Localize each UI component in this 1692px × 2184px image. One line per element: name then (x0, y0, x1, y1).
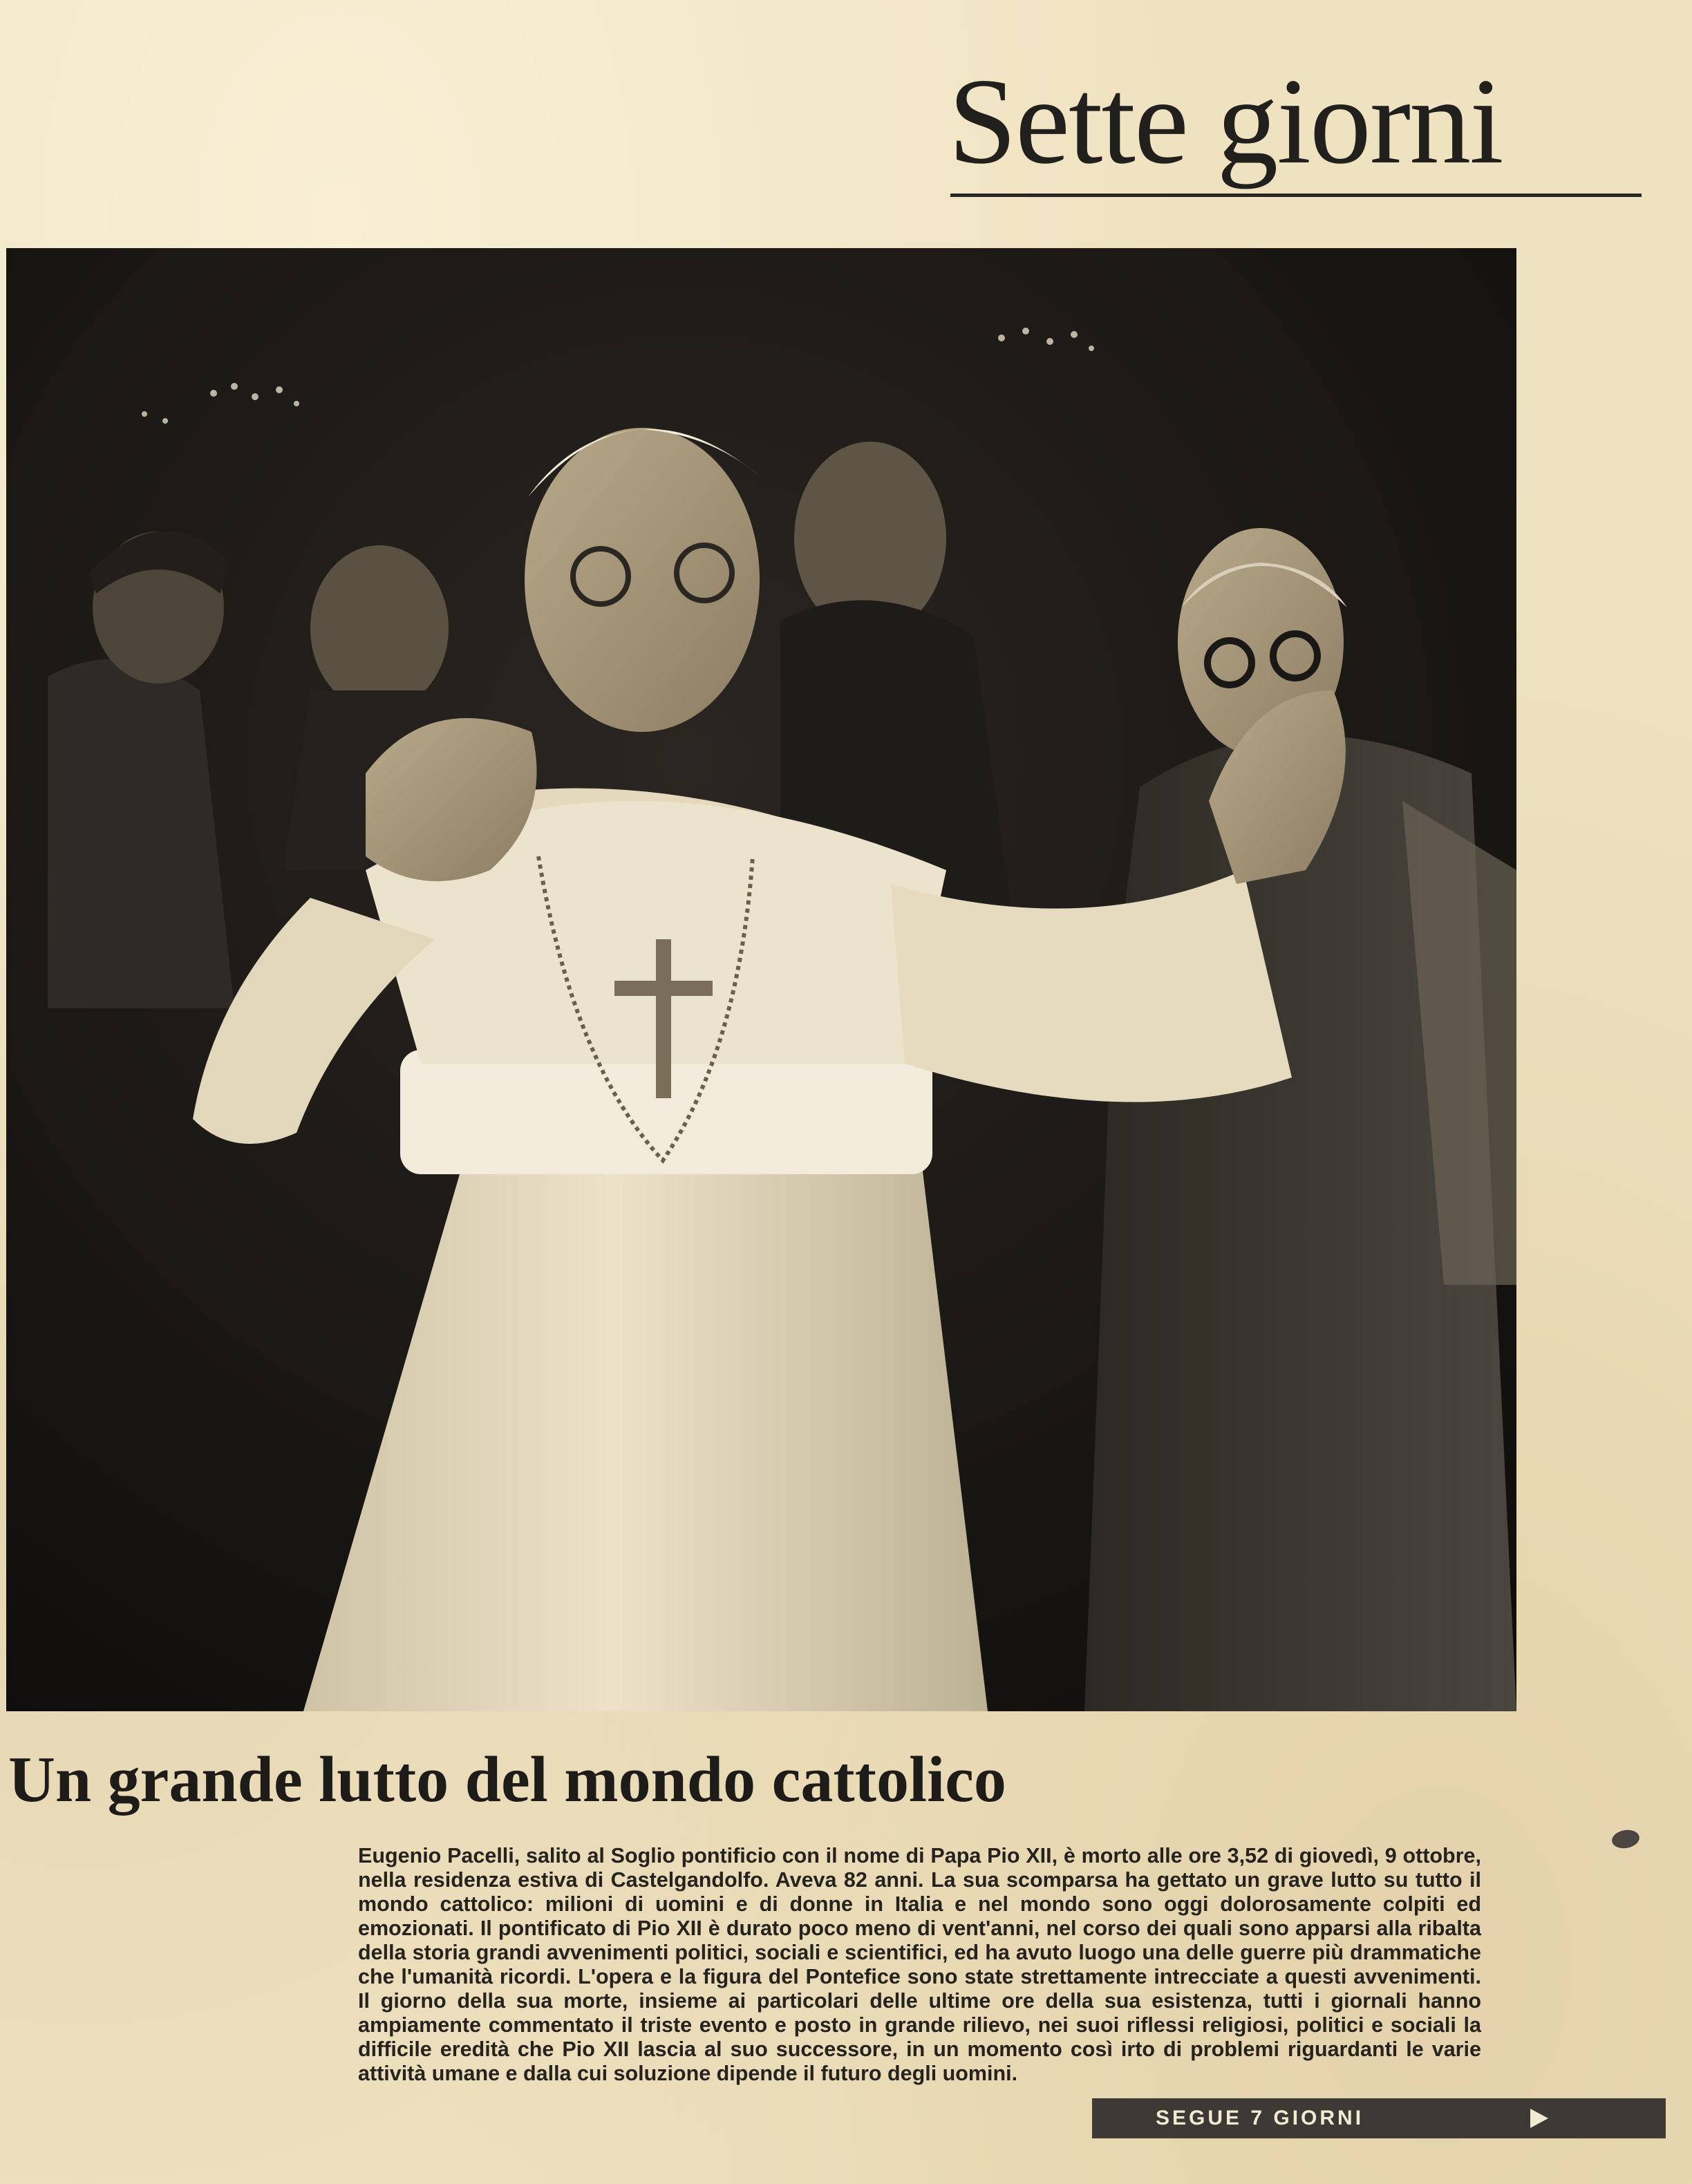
masthead-rule (950, 194, 1642, 197)
continue-label: SEGUE 7 GIORNI (1156, 2107, 1364, 2129)
photo-illustration (6, 248, 1516, 1711)
photo-pope-pius-xii (6, 248, 1516, 1711)
ink-spot (1610, 1828, 1641, 1851)
play-triangle-icon (1530, 2109, 1548, 2128)
masthead-title: Sette giorni (948, 53, 1503, 189)
article-body: Eugenio Pacelli, salito al Soglio pontificio con il nome di Papa Pio XII, è morto alle ore 3,52 di giovedì, 9 ottobre, nella residenza estiva di Castelgandolfo. Aveva 82 anni. La sua scomparsa ha gettato un grave lutto su tutto il mondo cattolico: milioni di uomini e di donne in Italia e nel mondo sono oggi dolorosamente colpiti ed emozionati. Il pontificato di Pio XII è durato poco meno di vent'anni, nel corso dei quali sono apparsi alla ribalta della storia grandi avvenimenti politici, sociali e scientifici, ed ha avuto luogo una delle guerre più drammatiche che l'umanità ricordi. L'opera e la figura del Pontefice sono state strettamente intrecciate a questi avvenimenti. Il giorno della sua morte, insieme ai particolari delle ultime ore della sua esistenza, tutti i giornali hanno ampiamente commentato il triste evento e posto in grande rilievo, nei suoi riflessi religiosi, politici e sociali la difficile eredità che Pio XII lascia al suo successore, in un momento così irto di problemi riguardanti le varie attività umane e dalla cui soluzione dipende il futuro degli uomini. (358, 1844, 1481, 2085)
masthead (948, 48, 1639, 197)
continue-bar[interactable] (1092, 2098, 1666, 2138)
article-headline: Un grande lutto del mondo cattolico (8, 1744, 1006, 1816)
